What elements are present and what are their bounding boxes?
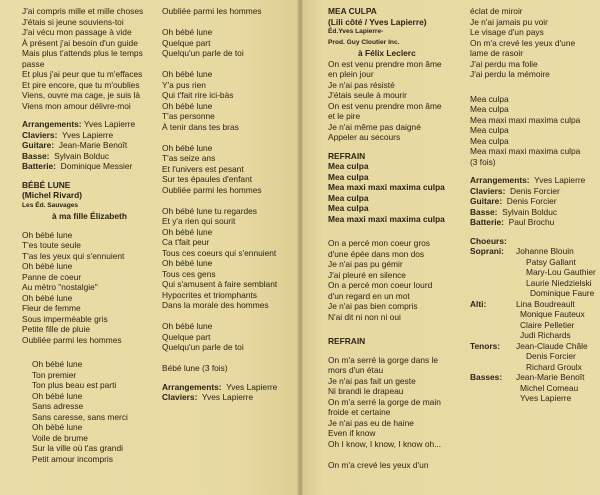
lyric-line: Even if know [328,428,376,438]
lyric-line: J'ai pleuré en silence [328,269,406,280]
right-page [300,0,600,495]
lyric-line: Oh bébé lune [22,229,73,240]
credits-block [470,175,598,228]
lyrics-column-3 [328,6,468,470]
lyric-line: mors d'un étau [328,365,384,375]
choir-row [470,341,598,352]
credit-name: Denis Forcier [510,185,560,196]
lyric-line: éclat de miroir [470,6,523,16]
refrain-label: REFRAIN [328,336,366,346]
lyric-line: T'as seize ans [162,153,216,163]
choir-alti [470,299,598,341]
lyric-line: Qui s'amusent à faire semblant [162,279,278,289]
lyric-line: d'un regard en un mot [328,290,410,301]
lyric-line: Quelque part [162,331,211,342]
credit-name: Dominique Messier [60,161,133,171]
lyric-line: Et pire encore, que tu m'oublies [22,79,140,90]
credit-row [22,140,162,151]
verse-c [22,359,162,464]
choir-member: Claire Pelletier [520,319,575,330]
refrain-label: REFRAIN [328,150,366,161]
credit-row [470,175,598,186]
lyric-line: Oh bébé lune [162,142,213,153]
choir-member: Judi Richards [520,330,571,340]
lyric-line: passe [22,58,45,69]
lyric-line: Je n'ai pas pu gémir [328,259,403,269]
credit-role: Basse: [22,150,50,161]
lyric-line: T'as personne [162,111,215,121]
lyric-line [328,449,468,460]
lyric-line: Mea culpa [470,135,509,146]
lyric-line: Y'a pus rien [162,79,206,90]
lyric-line: J'ai perdu ma folie [470,58,538,69]
song-author: (Lili côté / Yves Lapierre) [328,16,427,27]
lyric-line: T'es toute seule [22,240,81,250]
credit-name: Yves Lapierre [83,119,136,129]
lyric-line: Sous imperméable gris [22,313,108,324]
lyric-line: Et plus j'ai peur que tu m'effaces [22,69,143,79]
song-publisher: Les Éd. Sauvages [22,201,79,209]
lyric-line: Oh bébé lune tu regardes [162,205,257,216]
verse-a [22,6,162,111]
credit-role: Arrangements: [22,119,82,129]
lyric-line: Mea culpa [328,192,369,203]
credit-name: Yves Lapierre [201,392,254,402]
lyric-line: Oubliée parmi les hommes [22,334,122,345]
song-author: (Michel Rivard) [22,190,83,200]
credit-name: Yves Lapierre [226,381,278,392]
verse-b [22,230,162,346]
lyric-line: Ca t'fait peur [162,237,210,247]
lyric-line: Sans adresse [32,401,84,411]
credit-row [470,196,598,207]
lyric-line: Sur tes épaules d'enfant [162,174,253,184]
page-fold [297,0,303,495]
lyric-line [162,17,294,28]
choir-row [470,299,598,310]
lyric-line: J'ai vécu mon passage à vide [22,27,132,37]
choir-member: Patsy Gallant [526,256,576,267]
credit-role: Batterie: [470,217,504,227]
lyric-line: On m'a crevé les yeux d'un [328,459,429,470]
lyric-line: Voile de brume [32,432,88,443]
lyric-line: Mea culpa [470,125,509,135]
lyric-line: Le visage d'un pays [470,27,544,37]
credit-row [162,392,294,403]
credit-name: Yves Lapierre [534,175,586,185]
choir-basses [470,372,598,404]
lyric-line: Mea culpa [470,104,509,114]
choir-section-label: Basses: [470,372,503,382]
lyric-line: Oh bébé lune [32,359,83,369]
choir-row [470,372,598,383]
song-title: BÉBÉ LUNE [22,179,71,190]
lyric-line: (3 fois) [470,156,496,167]
credit-row [470,186,598,197]
lyric-line: N'ai dit ni non ni oui [328,311,401,322]
lyric-line: Au métro "nostalgie" [22,282,98,292]
song-publisher: Éd.Yves Lapierre- [328,28,384,35]
lyric-line: Petite fille de pluie [22,324,90,334]
lyric-line [162,353,294,364]
lyric-line: J'étais si jeune souviens-toi [22,16,124,27]
lyric-line [162,132,294,143]
lyric-line: Mea maxi maxi maxima culpa [470,114,581,125]
lyric-line: Mea maxi maxi maxima culpa [470,146,581,156]
lyric-line: Oh I know, I know, I know oh... [328,438,442,449]
choir-member: Dominique Faure [530,288,595,298]
lyric-line: Et l'univers est pesant [162,163,244,174]
refrain-end [470,94,598,168]
lyric-line: Oh bébé lune [162,258,213,268]
lyric-line: On est venu prendre mon âme [328,100,442,111]
lyric-line: Je n'ai pas résisté [328,79,395,90]
credit-row [470,207,598,218]
lyric-line: Sur la ville où t'as grandi [32,443,123,453]
song-title: MEA CULPA [328,6,377,16]
lyric-line [162,311,294,322]
choir-member: Denis Forcier [526,351,576,361]
choir-member: Yves Lapierre [520,393,572,403]
lyric-line: On m'a crevé les yeux d'une [470,37,576,48]
lyric-line: Oh bébé lune [162,226,213,237]
lyric-line: Je n'ai pas fait un geste [328,375,416,386]
lyric-line: Ton premier [32,369,77,380]
lyric-line: Mais plus t'attends plus le temps [22,48,143,58]
refrain [328,161,468,224]
lyric-line: Oh bébé lune [32,390,83,401]
lyric-line: Tous ces gens [162,268,216,279]
lyric-line: J'ai perdu la mémoire [470,69,550,79]
lyric-line: Viens mon amour délivre-moi [22,100,131,111]
lyric-line: On m'a serré la gorge de main [328,396,441,407]
song-dedication: à Félix Leclerc [358,48,416,58]
lyric-line: Mea culpa [328,161,369,171]
lyric-line: Oubliée parmi les hommes [162,6,262,16]
lyric-line: Oh bébé lune [22,292,73,303]
lyric-line: et le pire [328,111,361,121]
lyric-line: Mea culpa [328,171,369,182]
lyric-line: Mea culpa [470,93,509,104]
lyric-line: Oh bébé lune [162,321,213,331]
lyric-line: Oh bébé lune [162,100,213,111]
lyric-line: Hypocrites et triomphants [162,289,257,300]
lyric-line: Je n'ai jamais pu voir [470,16,548,27]
lyric-line: J'ai compris mille et mille choses [22,6,144,16]
credit-role: Arrangements: [162,381,222,392]
lyric-line: Ni brandi le drapeau [328,386,404,396]
lyrics-column-2 [162,6,294,403]
choir-member: Laurie Niedzielski [526,277,592,288]
lyric-line: On a percé mon coeur gros [328,238,430,248]
credit-name: Paul Brochu [508,217,555,227]
credit-name: Denis Forcier [506,196,557,206]
lyric-line: Ton plus beau est parti [32,380,117,390]
credit-row [162,382,294,393]
credit-role: Claviers: [162,392,198,402]
lyric-line: Dans la morale des hommes [162,300,269,310]
credit-role: Batterie: [22,161,56,171]
credit-name: Sylvain Bolduc [54,150,110,161]
lyric-line [162,59,294,70]
lyric-line: On a percé mon coeur lourd [328,280,433,290]
lyrics-column-4 [470,6,598,404]
choir-tenors [470,341,598,373]
choir-section-label: Tenors: [470,340,501,351]
lyric-line: Appeler au secours [328,132,401,142]
lyric-line: Et y'a rien qui sourit [162,216,236,226]
credit-role: Claviers: [22,129,58,140]
lyric-line: Je n'ai pas bien compris [328,301,418,311]
lyric-line: Quelqu'un parle de toi [162,342,244,352]
credit-name: Sylvain Bolduc [502,206,558,217]
lyric-line: Je n'ai pas eu de haine [328,417,414,428]
lyric-line: froide et certaine [328,407,391,417]
lyric-line: Mea maxi maxi maxima culpa [328,213,445,224]
lyric-line: Oh bébé lune [32,422,83,432]
credit-name: Jean-Marie Benoît [58,140,128,150]
choir-member: Johanne Blouin [516,246,574,256]
choir-soprani [470,246,598,299]
lyric-line: Viens, ouvre ma cage, je suis là [22,90,141,100]
choir-row [470,246,598,257]
lyric-line: Oh bébé lune [162,69,213,79]
choir-member: Jean-Marie Benoît [516,372,585,382]
lyric-line: Mea culpa [328,203,369,213]
lyric-line: Tous ces coeurs qui s'ennuient [162,247,277,258]
song-producer: Prod. Guy Cloutier Inc. [328,38,400,46]
lyric-line: J'étais seule à mourir [328,90,407,100]
choir-member: Mary-Lou Gauthier [526,267,596,277]
verse-c [328,355,468,471]
choir-member: Michel Comeau [520,382,579,393]
lyric-line: Qui t'fait rire ici-bàs [162,90,234,100]
song-dedication: à ma fille Élizabeth [52,211,127,221]
verse-b [328,238,468,322]
lyric-line: Quelque part [162,37,211,48]
credit-row [22,151,162,162]
lyric-line: Fleur de femme [22,303,81,313]
credit-role: Basse: [470,206,498,217]
lyric-line: d'une épée dans mon dos [328,248,425,259]
lyric-line: Mea maxi maxi maxima culpa [328,182,445,192]
credit-row [22,119,162,130]
choir-section-label: Alti: [470,298,487,309]
lyric-line: Je n'ai même pas daigné [328,121,421,132]
choir-member: Lina Boudreault [516,298,575,309]
credit-role: Guitare: [470,196,503,206]
lyric-line [162,195,294,206]
lyric-line: Quelqu'un parle de toi [162,48,244,58]
lyric-line: À tenir dans tes bras [162,121,239,132]
choir-member: Jean-Claude Châle [516,340,588,351]
credit-row [22,161,162,172]
choeurs-label: Choeurs: [470,235,507,246]
lyric-line: lame de rasoir [470,48,524,58]
lyric-line: Panne de coeur [22,271,82,282]
lyric-line: On est venu prendre mon âme [328,58,442,69]
credit-role: Claviers: [470,185,506,196]
lyric-line: Oubliée parmi les hommes [162,184,262,195]
choir-member: Richard Groulx [526,361,582,372]
credits-block [22,119,162,172]
choir-section-label: Soprani: [470,246,504,256]
lyric-line: Sans caresse, sans merci [32,411,128,422]
lyric-line: À présent j'ai besoin d'un guide [22,37,138,48]
credit-role: Arrangements: [470,175,530,185]
choir-member: Monique Fauteux [520,309,585,319]
lyric-line: Petit amour incompris [32,453,113,464]
credit-row [22,130,162,141]
credit-role: Guitare: [22,140,55,150]
lyric-line: Oh bébé lune [22,261,73,271]
lyric-line: Bébé lune (3 fois) [162,363,228,373]
credit-name: Yves Lapierre [61,129,114,140]
lyric-line: On m'a serré la gorge dans le [328,354,439,365]
lyric-line: en plein jour [328,69,374,79]
verse-a [328,59,468,143]
lyric-line: T'as les yeux qui s'ennuient [22,250,125,261]
credit-row [470,217,598,228]
lyric-line: Oh bébé lune [162,27,213,37]
lyrics-column-1 [22,6,162,464]
